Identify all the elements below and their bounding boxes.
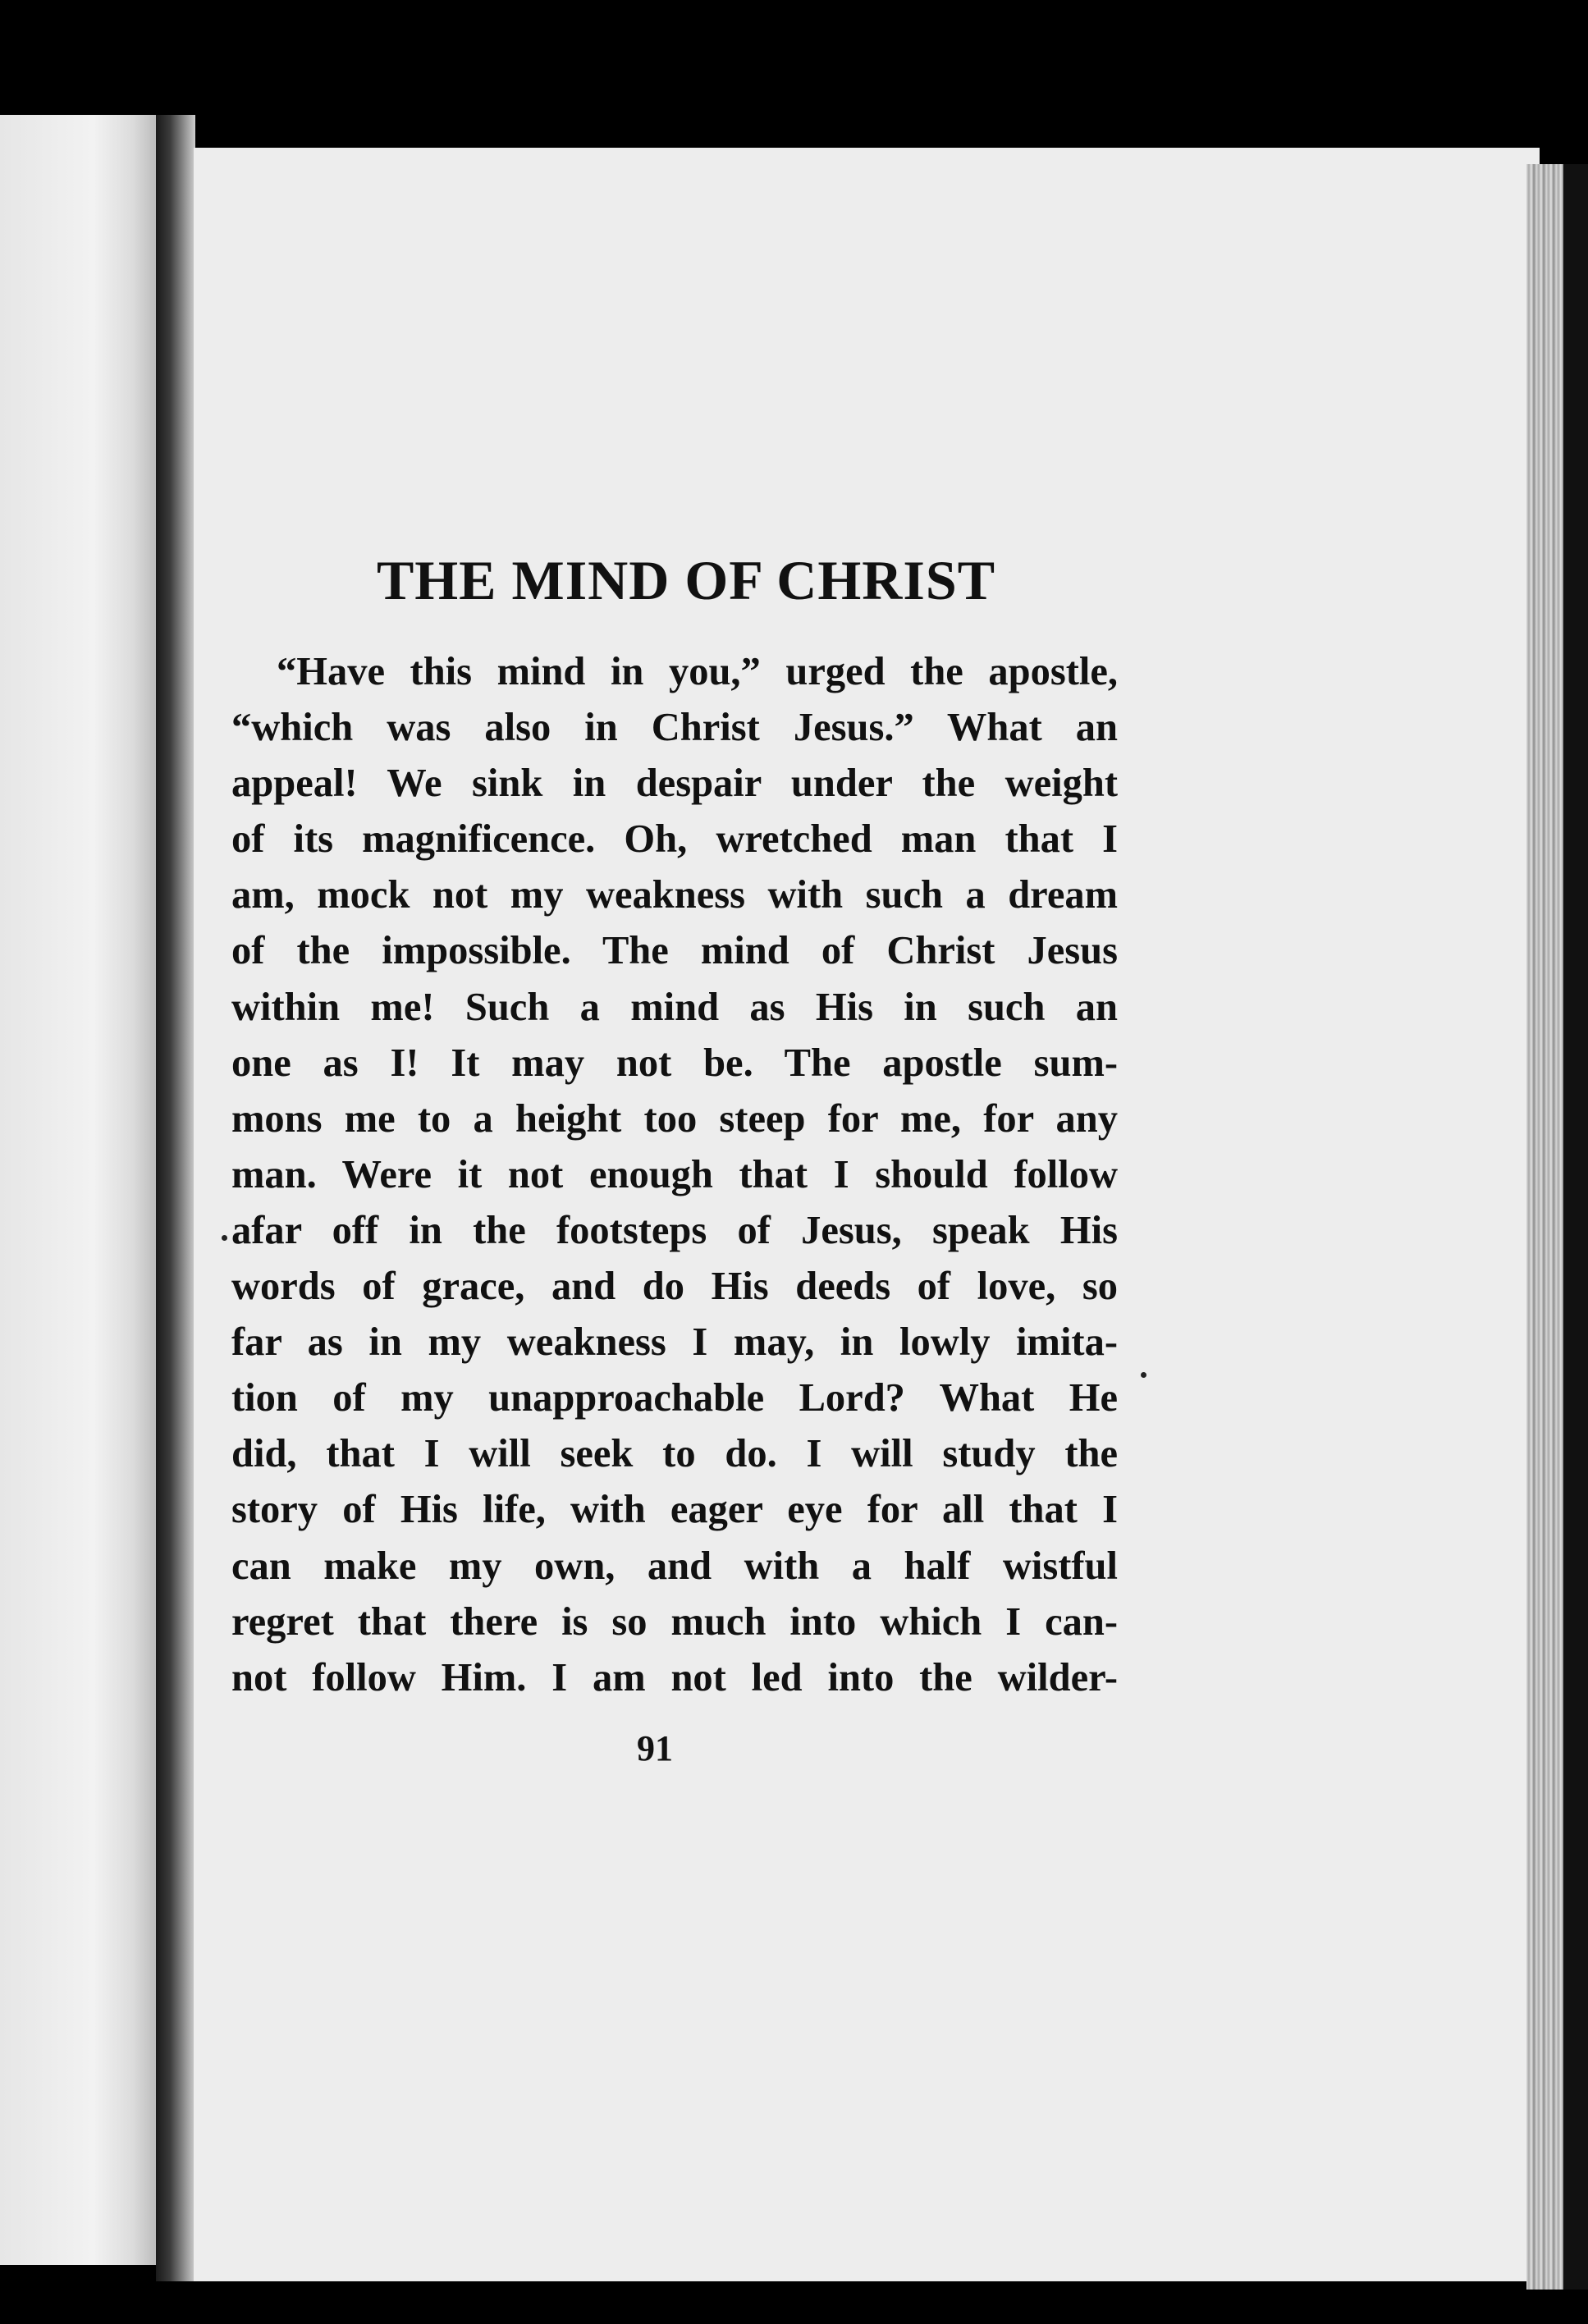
text-line: story of His life, with eager eye for all that I [231, 1488, 1118, 1532]
scan-speck [1141, 1372, 1146, 1378]
text-line: mons me to a height too steep for me, for any [231, 1096, 1118, 1141]
text-line: words of grace, and do His deeds of love, so [231, 1265, 1118, 1309]
scan-speck [222, 1235, 227, 1241]
text-line: regret that there is so much into which I can- [231, 1599, 1118, 1644]
text-line: did, that I will seek to do. I will study the [231, 1432, 1118, 1476]
text-line: one as I! It may not be. The apostle sum- [231, 1041, 1118, 1085]
text-line: afar off in the footsteps of Jesus, speak His [231, 1208, 1118, 1252]
text-line: “Have this mind in you,” urged the apostle, [277, 650, 1118, 693]
text-line: of its magnificence. Oh, wretched man that I [231, 817, 1118, 862]
text-line: am, mock not my weakness with such a dream [231, 873, 1118, 917]
text-line: of the impossible. The mind of Christ Jesus [231, 929, 1118, 973]
body-text [231, 644, 1118, 1706]
text-line: appeal! We sink in despair under the weight [231, 762, 1118, 806]
book-gutter [156, 115, 195, 2281]
text-line: not follow Him. I am not led into the wilder- [231, 1655, 1118, 1700]
chapter-title: THE MIND OF CHRIST [376, 549, 996, 611]
text-line: far as in my weakness I may, in lowly imita- [231, 1320, 1118, 1365]
scan-border [1563, 164, 1588, 2290]
previous-page-edge [0, 115, 156, 2265]
text-line: man. Were it not enough that I should follow [231, 1152, 1118, 1196]
text-line: tion of my unapproachable Lord? What He [231, 1376, 1118, 1420]
text-line: within me! Such a mind as His in such an [231, 985, 1118, 1029]
page-number: 91 [637, 1728, 673, 1768]
text-line: “which was also in Christ Jesus.” What an [231, 706, 1118, 750]
text-line: can make my own, and with a half wistful [231, 1544, 1118, 1588]
